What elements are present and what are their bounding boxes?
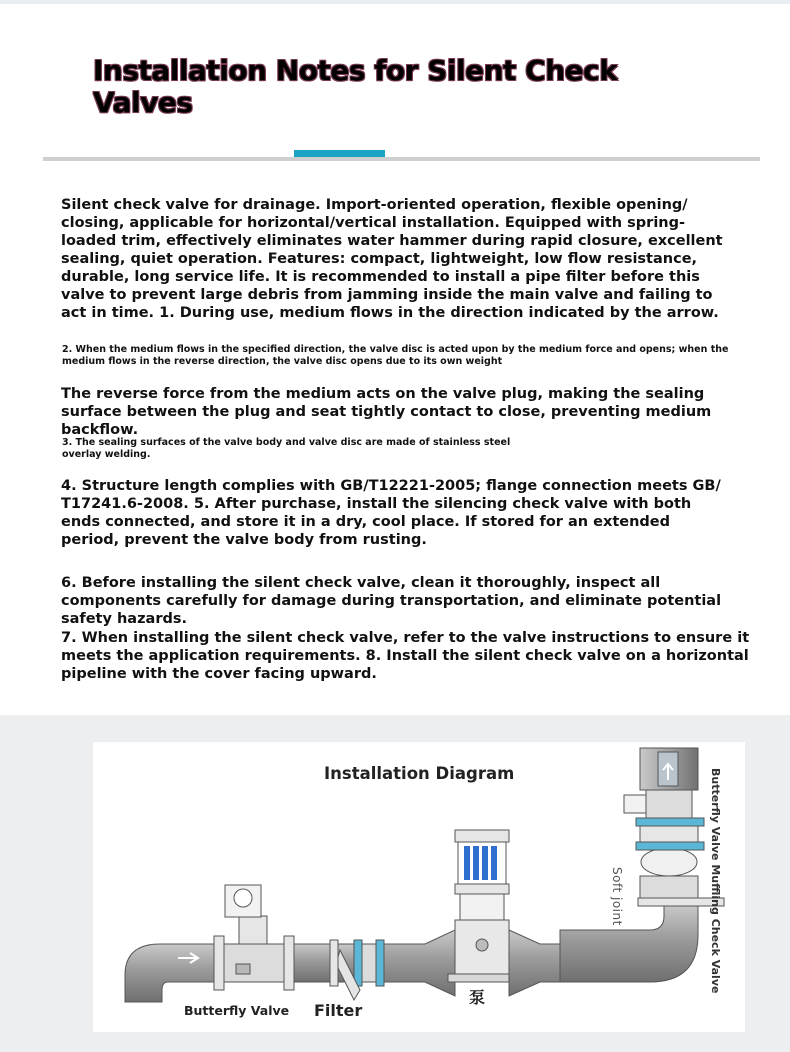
note-paragraph-6: 6. Before installing the silent check valve, clean it thoroughly, inspect all components carefully for damage during transportation, and eliminate potential safety hazards. [61, 575, 722, 627]
pump [448, 830, 516, 982]
note-paragraph-2: 2. When the medium flows in the specified direction, the valve disc is acted upon by the medium force and opens; when the medium flows in the reverse direction, the valve disc opens due to its own weight [62, 344, 729, 367]
note-paragraph-4: 3. The sealing surfaces of the valve body and valve disc are made of stainless steel overlay welding. [62, 437, 511, 460]
label-filter: Filter [314, 1001, 363, 1020]
label-soft-joint: Soft joint [610, 867, 624, 926]
note-paragraph-3: The reverse force from the medium acts on the valve plug, making the sealing surface between the plug and seat tightly contact to close, preventing medium backflow. [61, 386, 712, 438]
butterfly-valve [214, 885, 294, 990]
inlet-elbow-pipe [125, 944, 214, 1002]
diagram-title: Installation Diagram [324, 764, 515, 783]
page-title: Installation Notes for Silent Check Valves [93, 54, 618, 119]
label-butterfly-muffling-check-valve: Butterfly Valve Muffling Check Valve [709, 768, 722, 994]
label-pump: 泵 [469, 988, 486, 1007]
y-filter [330, 940, 384, 1000]
note-paragraph-5: 4. Structure length complies with GB/T12221-2005; flange connection meets GB/ T17241.6-2008. 5. After purchase, install the silencing check valve with both ends connected, and store it in a dry, cool place. If stored for an extended period, prevent the valve body from rusting. [61, 478, 721, 548]
label-butterfly-valve: Butterfly Valve [184, 1003, 290, 1018]
note-paragraph-1: Silent check valve for drainage. Import-oriented operation, flexible opening/ closing, applicable for horizontal/vertical installation. Equipped with spring-loaded trim, effectively eliminates water hammer during rapid closure, excellent sealing, quiet operation. Features: compact, lightweight, low flow resistance, durable, long service life. It is recommended to install a pipe filter before this valve to prevent large debris from jamming inside the main valve and failing to act in time. 1. During use, medium flows in the direction indicated by the arrow. [61, 197, 723, 321]
note-paragraph-7: 7. When installing the silent check valve, refer to the valve instructions to ensure it meets the application requirements. 8. Install the silent check valve on a horizontal pipeline with the cover facing upward. [61, 630, 750, 682]
